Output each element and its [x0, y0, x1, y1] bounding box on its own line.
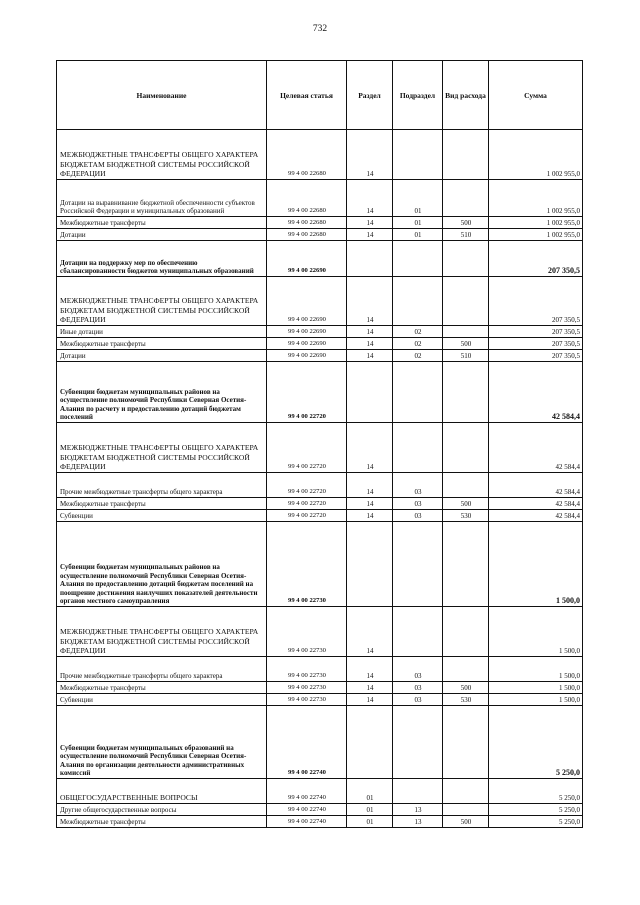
- row-target-article: 99 4 00 22680: [267, 130, 347, 180]
- table-row: [57, 130, 583, 180]
- row-section: [347, 706, 393, 779]
- table-row: [57, 498, 583, 510]
- row-name: Прочие межбюджетные трансферты общего характера: [57, 657, 267, 682]
- row-name: Дотации: [57, 350, 267, 362]
- header-name: Наименование: [57, 61, 267, 130]
- row-section: 01: [347, 804, 393, 816]
- table-row: [57, 804, 583, 816]
- row-target-article: 99 4 00 22680: [267, 229, 347, 241]
- row-subsection: 03: [393, 657, 443, 682]
- page-number: 732: [312, 24, 328, 34]
- row-target-article: 99 4 00 22730: [267, 694, 347, 706]
- row-target-article: 99 4 00 22730: [267, 607, 347, 657]
- row-subsection: 01: [393, 217, 443, 229]
- row-subsection: [393, 241, 443, 277]
- header-sum: Сумма: [489, 61, 583, 130]
- row-target-article: 99 4 00 22720: [267, 510, 347, 522]
- row-section: 14: [347, 326, 393, 338]
- header-subsection: Подраздел: [393, 61, 443, 130]
- row-target-article: 99 4 00 22720: [267, 362, 347, 423]
- row-sum: 1 500,0: [489, 682, 583, 694]
- row-target-article: 99 4 00 22720: [267, 423, 347, 473]
- row-sum: 1 002 955,0: [489, 180, 583, 217]
- row-target-article: 99 4 00 22690: [267, 338, 347, 350]
- row-name: МЕЖБЮДЖЕТНЫЕ ТРАНСФЕРТЫ ОБЩЕГО ХАРАКТЕРА БЮДЖЕТАМ БЮДЖЕТНОЙ СИСТЕМЫ РОССИЙСКОЙ ФЕДЕРАЦИИ: [57, 130, 267, 180]
- row-name: Субвенции бюджетам муниципальных образований на осуществление полномочий Республики Северная Осетия-Алания по организации деятельности административных комиссий: [57, 706, 267, 779]
- row-target-article: 99 4 00 22740: [267, 816, 347, 828]
- row-expense-type: [443, 473, 489, 498]
- row-subsection: [393, 607, 443, 657]
- row-expense-type: [443, 277, 489, 326]
- row-name: МЕЖБЮДЖЕТНЫЕ ТРАНСФЕРТЫ ОБЩЕГО ХАРАКТЕРА БЮДЖЕТАМ БЮДЖЕТНОЙ СИСТЕМЫ РОССИЙСКОЙ ФЕДЕРАЦИИ: [57, 277, 267, 326]
- table-row: [57, 350, 583, 362]
- row-name: Субвенции: [57, 510, 267, 522]
- row-subsection: 13: [393, 816, 443, 828]
- budget-table: [56, 60, 583, 828]
- header-section: Раздел: [347, 61, 393, 130]
- row-section: 14: [347, 694, 393, 706]
- row-name: Дотации на выравнивание бюджетной обеспеченности субъектов Российской Федерации и муниципальных образований: [57, 180, 267, 217]
- row-subsection: 03: [393, 498, 443, 510]
- row-section: [347, 362, 393, 423]
- row-sum: 207 350,5: [489, 326, 583, 338]
- row-sum: 207 350,5: [489, 241, 583, 277]
- row-target-article: 99 4 00 22730: [267, 682, 347, 694]
- table-row: [57, 326, 583, 338]
- row-expense-type: [443, 326, 489, 338]
- row-expense-type: 500: [443, 338, 489, 350]
- row-section: 14: [347, 473, 393, 498]
- row-subsection: 02: [393, 350, 443, 362]
- row-expense-type: 500: [443, 217, 489, 229]
- row-name: МЕЖБЮДЖЕТНЫЕ ТРАНСФЕРТЫ ОБЩЕГО ХАРАКТЕРА БЮДЖЕТАМ БЮДЖЕТНОЙ СИСТЕМЫ РОССИЙСКОЙ ФЕДЕРАЦИИ: [57, 423, 267, 473]
- row-sum: 5 250,0: [489, 804, 583, 816]
- row-target-article: 99 4 00 22740: [267, 706, 347, 779]
- row-name: Межбюджетные трансферты: [57, 338, 267, 350]
- row-name: Межбюджетные трансферты: [57, 498, 267, 510]
- table-row: [57, 510, 583, 522]
- row-subsection: 03: [393, 694, 443, 706]
- row-subsection: 03: [393, 682, 443, 694]
- row-sum: 207 350,5: [489, 338, 583, 350]
- row-subsection: [393, 362, 443, 423]
- row-section: 14: [347, 682, 393, 694]
- row-section: 14: [347, 607, 393, 657]
- row-sum: 5 250,0: [489, 779, 583, 804]
- row-section: 01: [347, 779, 393, 804]
- row-target-article: 99 4 00 22720: [267, 473, 347, 498]
- row-name: Межбюджетные трансферты: [57, 682, 267, 694]
- row-expense-type: [443, 522, 489, 607]
- row-subsection: [393, 706, 443, 779]
- row-subsection: 01: [393, 229, 443, 241]
- row-section: 14: [347, 350, 393, 362]
- table-row: [57, 816, 583, 828]
- row-sum: 5 250,0: [489, 706, 583, 779]
- row-sum: 5 250,0: [489, 816, 583, 828]
- row-section: 14: [347, 229, 393, 241]
- table-row: [57, 277, 583, 326]
- row-target-article: 99 4 00 22690: [267, 326, 347, 338]
- row-section: 14: [347, 423, 393, 473]
- header-target-article: Целевая статья: [267, 61, 347, 130]
- row-target-article: 99 4 00 22680: [267, 180, 347, 217]
- row-subsection: [393, 423, 443, 473]
- row-name: ОБЩЕГОСУДАРСТВЕННЫЕ ВОПРОСЫ: [57, 779, 267, 804]
- row-expense-type: 500: [443, 498, 489, 510]
- row-expense-type: [443, 362, 489, 423]
- row-section: [347, 522, 393, 607]
- row-subsection: [393, 277, 443, 326]
- table-row: [57, 779, 583, 804]
- table-row: [57, 362, 583, 423]
- row-subsection: [393, 522, 443, 607]
- row-name: Другие общегосударственные вопросы: [57, 804, 267, 816]
- row-section: 14: [347, 498, 393, 510]
- row-target-article: 99 4 00 22690: [267, 241, 347, 277]
- row-section: 01: [347, 816, 393, 828]
- row-sum: 42 584,4: [489, 423, 583, 473]
- row-sum: 1 500,0: [489, 694, 583, 706]
- row-expense-type: 530: [443, 694, 489, 706]
- row-expense-type: [443, 779, 489, 804]
- row-expense-type: [443, 804, 489, 816]
- row-subsection: 02: [393, 338, 443, 350]
- row-expense-type: 530: [443, 510, 489, 522]
- table-row: [57, 229, 583, 241]
- row-target-article: 99 4 00 22740: [267, 804, 347, 816]
- row-expense-type: [443, 180, 489, 217]
- header-expense-type: Вид расхода: [443, 61, 489, 130]
- row-subsection: 01: [393, 180, 443, 217]
- row-name: Межбюджетные трансферты: [57, 816, 267, 828]
- row-sum: 42 584,4: [489, 498, 583, 510]
- row-expense-type: [443, 657, 489, 682]
- table-row: [57, 338, 583, 350]
- row-name: МЕЖБЮДЖЕТНЫЕ ТРАНСФЕРТЫ ОБЩЕГО ХАРАКТЕРА БЮДЖЕТАМ БЮДЖЕТНОЙ СИСТЕМЫ РОССИЙСКОЙ ФЕДЕРАЦИИ: [57, 607, 267, 657]
- row-sum: 42 584,4: [489, 473, 583, 498]
- row-expense-type: 500: [443, 682, 489, 694]
- row-section: 14: [347, 217, 393, 229]
- row-expense-type: 510: [443, 229, 489, 241]
- row-section: 14: [347, 510, 393, 522]
- table-row: [57, 694, 583, 706]
- row-subsection: 13: [393, 804, 443, 816]
- table-row: [57, 423, 583, 473]
- row-sum: 42 584,4: [489, 510, 583, 522]
- table-header-row: [57, 61, 583, 130]
- row-section: 14: [347, 657, 393, 682]
- row-expense-type: [443, 423, 489, 473]
- table-row: [57, 657, 583, 682]
- row-sum: 1 500,0: [489, 657, 583, 682]
- row-subsection: 03: [393, 510, 443, 522]
- row-target-article: 99 4 00 22720: [267, 498, 347, 510]
- row-subsection: 03: [393, 473, 443, 498]
- row-sum: 42 584,4: [489, 362, 583, 423]
- table-row: [57, 241, 583, 277]
- row-expense-type: 500: [443, 816, 489, 828]
- row-target-article: 99 4 00 22690: [267, 277, 347, 326]
- row-name: Межбюджетные трансферты: [57, 217, 267, 229]
- table-row: [57, 682, 583, 694]
- row-section: 14: [347, 130, 393, 180]
- row-sum: 207 350,5: [489, 277, 583, 326]
- row-section: 14: [347, 277, 393, 326]
- table-row: [57, 522, 583, 607]
- row-sum: 1 500,0: [489, 522, 583, 607]
- table-row: [57, 706, 583, 779]
- row-name: Субвенции: [57, 694, 267, 706]
- row-expense-type: 510: [443, 350, 489, 362]
- row-target-article: 99 4 00 22690: [267, 350, 347, 362]
- row-expense-type: [443, 241, 489, 277]
- row-target-article: 99 4 00 22730: [267, 657, 347, 682]
- row-sum: 1 002 955,0: [489, 130, 583, 180]
- table-row: [57, 473, 583, 498]
- row-subsection: [393, 130, 443, 180]
- row-section: 14: [347, 338, 393, 350]
- row-name: Прочие межбюджетные трансферты общего характера: [57, 473, 267, 498]
- row-name: Дотации на поддержку мер по обеспечению сбалансированности бюджетов муниципальных образований: [57, 241, 267, 277]
- row-subsection: 02: [393, 326, 443, 338]
- row-target-article: 99 4 00 22680: [267, 217, 347, 229]
- row-target-article: 99 4 00 22740: [267, 779, 347, 804]
- row-section: [347, 241, 393, 277]
- row-subsection: [393, 779, 443, 804]
- row-name: Субвенции бюджетам муниципальных районов на осуществление полномочий Республики Северная Осетия-Алания по расчету и предоставлению дотаций бюджетам поселений: [57, 362, 267, 423]
- row-sum: 207 350,5: [489, 350, 583, 362]
- row-expense-type: [443, 607, 489, 657]
- row-expense-type: [443, 130, 489, 180]
- row-name: Иные дотации: [57, 326, 267, 338]
- table-row: [57, 607, 583, 657]
- table-row: [57, 217, 583, 229]
- row-section: 14: [347, 180, 393, 217]
- row-name: Субвенции бюджетам муниципальных районов на осуществление полномочий Республики Северная Осетия-Алания по предоставлению дотаций бюджетам поселений на поощрение достижения наилучших показателей деятельности органов местного самоуправления: [57, 522, 267, 607]
- row-expense-type: [443, 706, 489, 779]
- table-row: [57, 180, 583, 217]
- table-body: [57, 130, 583, 828]
- row-target-article: 99 4 00 22730: [267, 522, 347, 607]
- row-sum: 1 002 955,0: [489, 229, 583, 241]
- row-sum: 1 002 955,0: [489, 217, 583, 229]
- row-sum: 1 500,0: [489, 607, 583, 657]
- row-name: Дотации: [57, 229, 267, 241]
